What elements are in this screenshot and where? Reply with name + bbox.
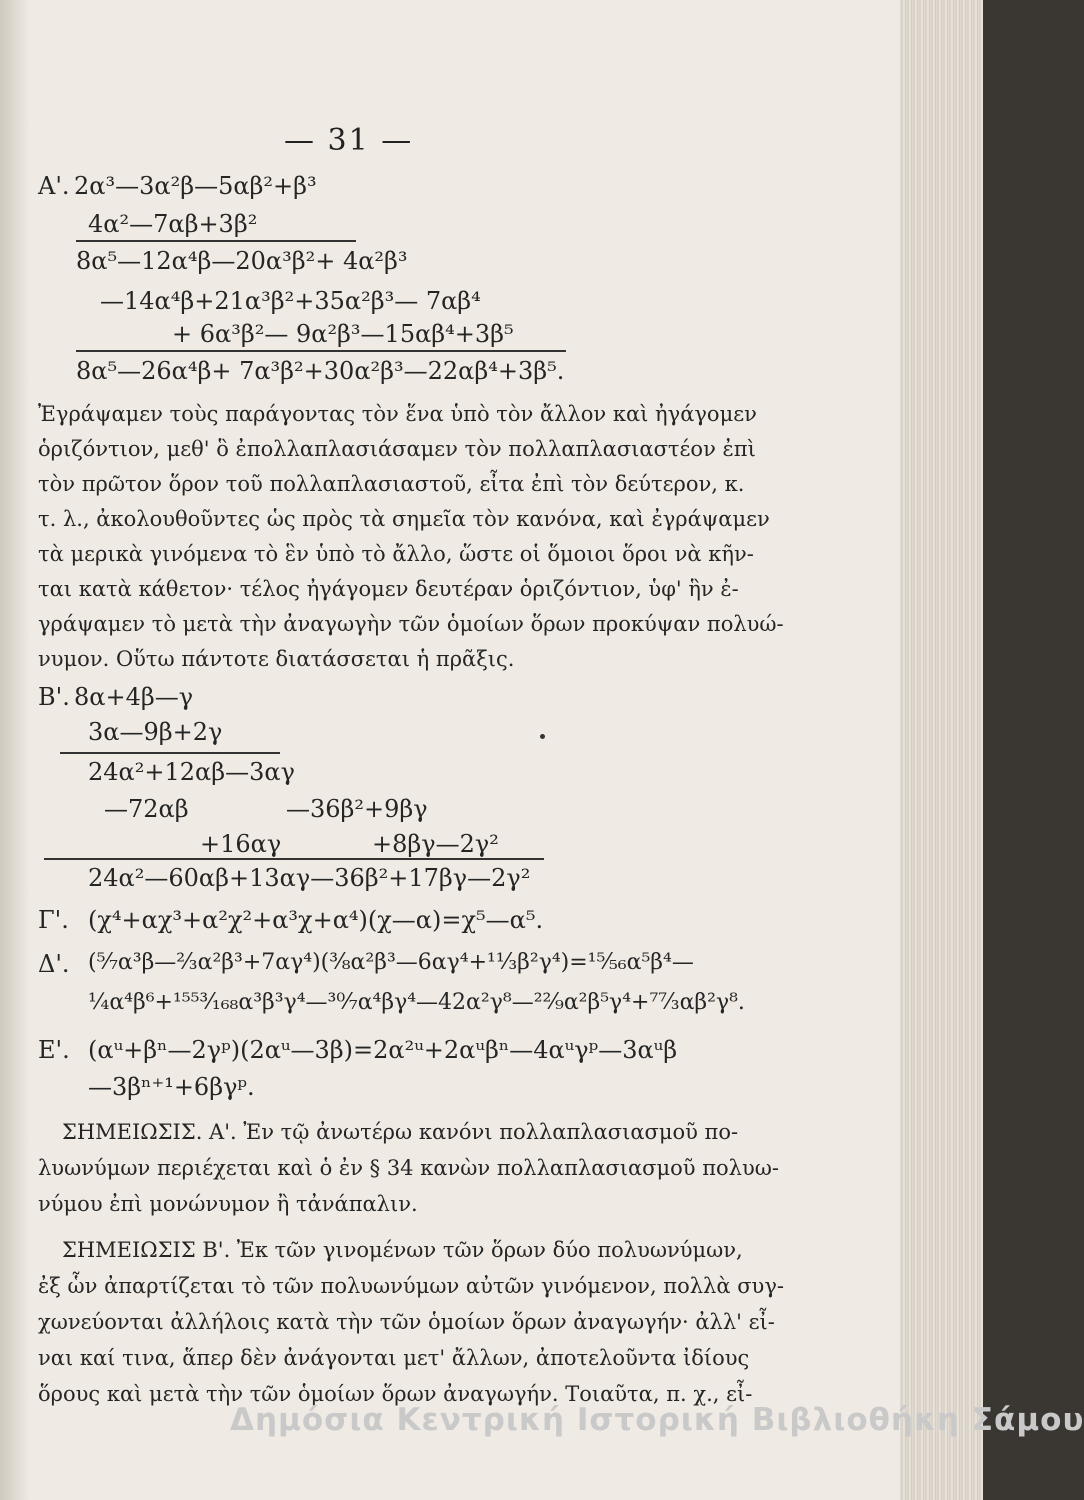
example-b-result: 24α²—60αβ+13αγ—36β²+17βγ—2γ² (88, 864, 531, 892)
note-line: λυωνύμων περιέχεται καὶ ὁ ἐν § 34 κανὼν πολλαπλασιασμοῦ πολυω- (38, 1156, 779, 1180)
example-b-partial-3b: +8βγ—2γ² (372, 830, 499, 858)
example-a-label: Α'. (38, 172, 70, 200)
note-line: ὅρους καὶ μετὰ τὴν τῶν ὁμοίων ὅρων ἀναγωγήν. Τοιαῦτα, π. χ., εἶ- (38, 1382, 753, 1406)
note-line: ΣΗΜΕΙΩΣΙΣ. Α'. Ἐν τῷ ἀνωτέρω κανόνι πολλαπλασιασμοῦ πο- (62, 1120, 739, 1144)
paragraph-line: γράψαμεν τὸ μετὰ τὴν ἀναγωγὴν τῶν ὁμοίων ὅρων προκύψαν πολυώ- (38, 612, 784, 636)
example-b-partial-2a: —72αβ (104, 795, 189, 823)
example-b-partial-1: 24α²+12αβ—3αγ (88, 758, 295, 786)
book-page-edges (900, 0, 983, 1500)
example-b-label: Β'. (38, 683, 70, 711)
paragraph-line: ται κατὰ κάθετον· τέλος ἠγάγομεν δευτέραν ὁριζόντιον, ὑφ' ἣν ἐ- (38, 577, 739, 601)
example-b-multiplicand: 8α+4β—γ (74, 683, 194, 711)
example-b-top-rule (60, 752, 280, 754)
example-d-line-1: (⁵⁄₇α³β—²⁄₃α²β³+7αγ⁴)(³⁄₈α²β³—6αγ⁴+¹¹⁄₃β²γ⁴)=¹⁵⁄₅₆α⁵β⁴— (88, 950, 694, 975)
ink-dot (540, 734, 545, 739)
example-e-label: Ε'. (38, 1036, 70, 1064)
note-line: ναι καί τινα, ἅπερ δὲν ἀνάγονται μετ' ἄλλων, ἀποτελοῦντα ἰδίους (38, 1346, 750, 1370)
example-c-label: Γ'. (38, 906, 69, 934)
paragraph-line: τ. λ., ἀκολουθοῦντες ὡς πρὸς τὰ σημεῖα τὸν κανόνα, καὶ ἐγράψαμεν (38, 507, 770, 531)
paragraph-line: ὁριζόντιον, μεθ' ὃ ἐπολλαπλασιάσαμεν τὸν πολλαπλασιαστέον ἐπὶ (38, 437, 756, 461)
note-line: χωνεύονται ἀλλήλοις κατὰ τὴν τῶν ὁμοίων ὅρων ἀναγωγήν· ἀλλ' εἶ- (38, 1310, 775, 1334)
example-a-result: 8α⁵—26α⁴β+ 7α³β²+30α²β³—22αβ⁴+3β⁵. (76, 357, 565, 385)
library-watermark: Δημόσια Κεντρική Ιστορική Βιβλιοθήκη Σάμου (230, 1402, 1084, 1438)
page-number: — 31 — (284, 123, 414, 158)
note-line: ἐξ ὧν ἀπαρτίζεται τὸ τῶν πολυωνύμων αὐτῶν γινόμενον, πολλὰ συγ- (38, 1274, 784, 1298)
example-a-top-rule (76, 240, 356, 242)
example-c-equation: (χ⁴+αχ³+α²χ²+α³χ+α⁴)(χ—α)=χ⁵—α⁵. (88, 906, 544, 934)
page-gutter (0, 0, 30, 1500)
example-a-result-rule (76, 350, 566, 352)
example-a-partial-2: —14α⁴β+21α³β²+35α²β³— 7αβ⁴ (100, 287, 481, 315)
example-a-multiplier: 4α²—7αβ+3β² (88, 210, 258, 238)
example-e-line-1: (αᵘ+βⁿ—2γᵖ)(2αᵘ—3β)=2α²ᵘ+2αᵘβⁿ—4αᵘγᵖ—3αᵘβ (88, 1036, 678, 1064)
paragraph-line: τὸν πρῶτον ὅρον τοῦ πολλαπλασιαστοῦ, εἶτα ἐπὶ τὸν δεύτερον, κ. (38, 472, 745, 496)
note-line: ΣΗΜΕΙΩΣΙΣ Β'. Ἐκ τῶν γινομένων τῶν ὅρων δύο πολυωνύμων, (62, 1238, 743, 1262)
example-b-partial-3a: +16αγ (200, 830, 282, 858)
example-d-label: Δ'. (38, 950, 70, 978)
example-a-partial-3: + 6α³β²— 9α²β³—15αβ⁴+3β⁵ (172, 320, 514, 348)
example-a-partial-1: 8α⁵—12α⁴β—20α³β²+ 4α²β³ (76, 247, 408, 275)
example-e-line-2: —3βⁿ⁺¹+6βγᵖ. (88, 1073, 255, 1101)
paragraph-line: νυμον. Οὕτω πάντοτε διατάσσεται ἡ πρᾶξις. (38, 647, 515, 671)
example-b-partial-2b: —36β²+9βγ (286, 795, 428, 823)
paragraph-line: Ἐγράψαμεν τοὺς παράγοντας τὸν ἕνα ὑπὸ τὸν ἄλλον καὶ ἠγάγομεν (38, 402, 757, 426)
example-d-line-2: ¼α⁴β⁶+¹⁵⁵³⁄₁₆₈α³β³γ⁴—³⁰⁄₇α⁴βγ⁴—42α²γ⁸—²²⁄₉α²β⁵γ⁴+⁷⁷⁄₃αβ²γ⁸. (88, 990, 745, 1015)
note-line: νύμου ἐπὶ μονώνυμον ἢ τἀνάπαλιν. (38, 1192, 418, 1216)
example-a-multiplicand: 2α³—3α²β—5αβ²+β³ (74, 172, 317, 200)
paragraph-line: τὰ μερικὰ γινόμενα τὸ ἓν ὑπὸ τὸ ἄλλο, ὥστε οἱ ὅμοιοι ὅροι νὰ κῆν- (38, 542, 754, 566)
example-b-multiplier: 3α—9β+2γ (88, 718, 223, 746)
example-b-result-rule (44, 858, 544, 860)
